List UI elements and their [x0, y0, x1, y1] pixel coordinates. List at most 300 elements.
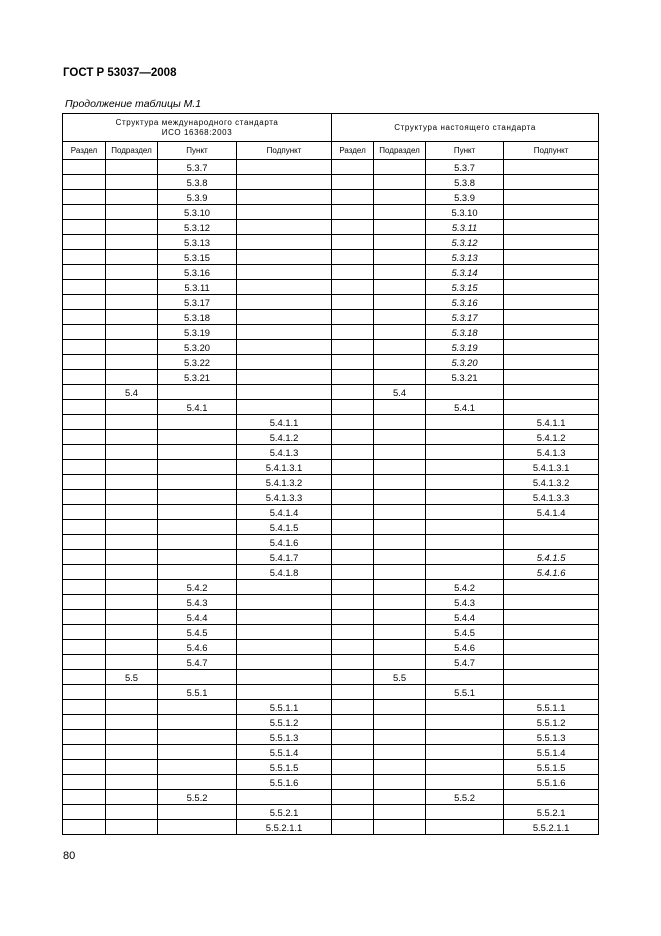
- table-cell: [332, 370, 374, 385]
- table-cell: [504, 160, 599, 175]
- table-cell: [106, 265, 158, 280]
- table-cell: [374, 820, 426, 835]
- table-cell: [63, 775, 106, 790]
- table-cell: 5.4.4: [426, 610, 504, 625]
- table-cell: [504, 325, 599, 340]
- table-cell: [237, 190, 332, 205]
- table-cell: [158, 550, 237, 565]
- table-cell: [237, 595, 332, 610]
- table-cell: [106, 820, 158, 835]
- table-cell: 5.3.15: [426, 280, 504, 295]
- table-cell: [63, 310, 106, 325]
- table-row: [63, 190, 599, 205]
- table-cell: [426, 670, 504, 685]
- table-cell: [504, 790, 599, 805]
- table-cell: 5.4.1.6: [237, 535, 332, 550]
- table-cell: [374, 295, 426, 310]
- table-cell: 5.4.1.2: [237, 430, 332, 445]
- table-cell: 5.5.2.1: [504, 805, 599, 820]
- table-cell: [237, 205, 332, 220]
- group-header-international: [63, 114, 332, 142]
- table-cell: [63, 700, 106, 715]
- table-cell: [374, 565, 426, 580]
- table-cell: 5.5.1.2: [504, 715, 599, 730]
- table-cell: [332, 400, 374, 415]
- table-cell: [332, 730, 374, 745]
- table-cell: [332, 760, 374, 775]
- table-cell: [332, 385, 374, 400]
- table-cell: [237, 685, 332, 700]
- table-cell: [158, 715, 237, 730]
- table-body: [63, 160, 599, 835]
- table-row: [63, 715, 599, 730]
- table-cell: 5.3.21: [426, 370, 504, 385]
- table-cell: 5.5: [374, 670, 426, 685]
- table-cell: [63, 160, 106, 175]
- table-cell: [374, 790, 426, 805]
- table-cell: [374, 625, 426, 640]
- table-cell: [106, 160, 158, 175]
- table-cell: [332, 745, 374, 760]
- table-row: [63, 805, 599, 820]
- table-cell: 5.4.7: [426, 655, 504, 670]
- table-cell: [504, 265, 599, 280]
- table-row: [63, 580, 599, 595]
- table-cell: [106, 580, 158, 595]
- table-row: [63, 415, 599, 430]
- table-cell: [332, 355, 374, 370]
- table-cell: [237, 580, 332, 595]
- table-cell: [63, 505, 106, 520]
- table-cell: 5.5.2.1.1: [504, 820, 599, 835]
- table-cell: [332, 415, 374, 430]
- table-cell: [426, 550, 504, 565]
- correspondence-table: [62, 113, 599, 835]
- table-cell: [332, 490, 374, 505]
- table-cell: [426, 430, 504, 445]
- table-cell: [332, 475, 374, 490]
- table-row: [63, 505, 599, 520]
- table-cell: 5.3.12: [426, 235, 504, 250]
- table-cell: 5.4.2: [158, 580, 237, 595]
- table-cell: [332, 610, 374, 625]
- table-cell: [106, 445, 158, 460]
- table-cell: [106, 790, 158, 805]
- table-cell: [504, 520, 599, 535]
- table-cell: 5.4.1.3.1: [504, 460, 599, 475]
- table-cell: [63, 280, 106, 295]
- table-cell: 5.5.1: [158, 685, 237, 700]
- table-cell: [158, 700, 237, 715]
- table-cell: [504, 355, 599, 370]
- table-cell: [63, 580, 106, 595]
- table-cell: [63, 265, 106, 280]
- table-cell: [106, 280, 158, 295]
- table-cell: 5.3.8: [158, 175, 237, 190]
- table-cell: [504, 190, 599, 205]
- table-cell: [106, 775, 158, 790]
- table-cell: 5.3.8: [426, 175, 504, 190]
- table-cell: [504, 670, 599, 685]
- table-cell: [504, 625, 599, 640]
- table-cell: [158, 760, 237, 775]
- table-cell: [63, 175, 106, 190]
- column-header: Подпункт: [237, 142, 332, 160]
- table-cell: [332, 505, 374, 520]
- table-cell: [374, 205, 426, 220]
- table-cell: [426, 700, 504, 715]
- table-row: [63, 730, 599, 745]
- table-row: [63, 610, 599, 625]
- table-cell: [63, 355, 106, 370]
- table-row: [63, 160, 599, 175]
- table-cell: [504, 205, 599, 220]
- table-cell: [106, 340, 158, 355]
- table-cell: [374, 520, 426, 535]
- table-cell: 5.3.11: [158, 280, 237, 295]
- table-cell: [426, 385, 504, 400]
- table-cell: [504, 175, 599, 190]
- table-cell: [426, 520, 504, 535]
- table-cell: [63, 655, 106, 670]
- table-cell: 5.5.1: [426, 685, 504, 700]
- table-cell: 5.3.22: [158, 355, 237, 370]
- table-cell: [374, 280, 426, 295]
- table-row: [63, 370, 599, 385]
- table-cell: [426, 535, 504, 550]
- column-header: Пункт: [426, 142, 504, 160]
- column-header: Подраздел: [374, 142, 426, 160]
- table-cell: [63, 250, 106, 265]
- table-cell: 5.4.1.2: [504, 430, 599, 445]
- table-cell: [332, 625, 374, 640]
- table-cell: 5.4.4: [158, 610, 237, 625]
- table-cell: [332, 280, 374, 295]
- table-cell: [332, 190, 374, 205]
- table-cell: [374, 595, 426, 610]
- table-cell: 5.3.17: [158, 295, 237, 310]
- table-cell: [237, 325, 332, 340]
- table-cell: 5.5.1.1: [504, 700, 599, 715]
- column-header: Подраздел: [106, 142, 158, 160]
- table-row: [63, 280, 599, 295]
- table-cell: [106, 745, 158, 760]
- table-cell: [332, 775, 374, 790]
- table-cell: [332, 685, 374, 700]
- table-cell: [504, 340, 599, 355]
- table-cell: [504, 295, 599, 310]
- table-cell: [106, 730, 158, 745]
- table-cell: 5.4.2: [426, 580, 504, 595]
- table-cell: [504, 685, 599, 700]
- table-cell: [374, 265, 426, 280]
- table-row: [63, 775, 599, 790]
- table-cell: [63, 805, 106, 820]
- table-cell: [63, 685, 106, 700]
- table-cell: 5.4.6: [158, 640, 237, 655]
- table-cell: [374, 235, 426, 250]
- table-cell: [504, 535, 599, 550]
- table-cell: [106, 490, 158, 505]
- table-cell: 5.4.1.8: [237, 565, 332, 580]
- table-cell: [237, 280, 332, 295]
- table-cell: [106, 235, 158, 250]
- table-cell: [374, 340, 426, 355]
- table-cell: [63, 760, 106, 775]
- column-header: Подпункт: [504, 142, 599, 160]
- table-cell: [63, 235, 106, 250]
- table-cell: [106, 565, 158, 580]
- table-cell: 5.4.1: [158, 400, 237, 415]
- table-cell: [237, 790, 332, 805]
- table-cell: [504, 610, 599, 625]
- table-cell: [158, 445, 237, 460]
- table-cell: [504, 580, 599, 595]
- table-cell: 5.3.18: [426, 325, 504, 340]
- table-cell: [426, 505, 504, 520]
- table-cell: [504, 310, 599, 325]
- table-cell: [158, 805, 237, 820]
- table-cell: [63, 460, 106, 475]
- column-header: Пункт: [158, 142, 237, 160]
- table-cell: [63, 370, 106, 385]
- table-cell: [63, 745, 106, 760]
- table-cell: [332, 805, 374, 820]
- table-cell: [332, 520, 374, 535]
- table-cell: [158, 505, 237, 520]
- table-cell: [63, 385, 106, 400]
- table-cell: [63, 640, 106, 655]
- table-cell: 5.4.1.1: [504, 415, 599, 430]
- table-cell: [106, 655, 158, 670]
- table-cell: 5.5.1.3: [237, 730, 332, 745]
- document-header: ГОСТ Р 53037—2008: [63, 67, 177, 79]
- table-cell: [504, 640, 599, 655]
- table-cell: [332, 265, 374, 280]
- table-cell: 5.4.1.3.1: [237, 460, 332, 475]
- table-cell: 5.3.10: [158, 205, 237, 220]
- table-cell: [374, 550, 426, 565]
- table-cell: [237, 655, 332, 670]
- table-cell: [332, 550, 374, 565]
- table-cell: [106, 715, 158, 730]
- table-row: [63, 325, 599, 340]
- table-cell: [106, 370, 158, 385]
- table-cell: [106, 535, 158, 550]
- table-cell: [374, 775, 426, 790]
- table-cell: [237, 385, 332, 400]
- table-cell: [374, 325, 426, 340]
- table-cell: [426, 820, 504, 835]
- table-cell: 5.3.19: [426, 340, 504, 355]
- table-row: [63, 625, 599, 640]
- table-cell: 5.5.2: [426, 790, 504, 805]
- table-row: [63, 295, 599, 310]
- table-cell: [237, 355, 332, 370]
- table-cell: 5.3.20: [158, 340, 237, 355]
- table-cell: [158, 430, 237, 445]
- table-cell: 5.5.1.1: [237, 700, 332, 715]
- table-cell: [374, 460, 426, 475]
- table-cell: [63, 820, 106, 835]
- table-cell: 5.5.1.3: [504, 730, 599, 745]
- table-cell: [237, 640, 332, 655]
- table-cell: 5.4.1.7: [237, 550, 332, 565]
- table-cell: [63, 445, 106, 460]
- table-cell: [426, 565, 504, 580]
- table-cell: [332, 325, 374, 340]
- table-cell: [426, 805, 504, 820]
- table-cell: [106, 205, 158, 220]
- table-row: [63, 685, 599, 700]
- table-cell: [63, 490, 106, 505]
- page-number: 80: [63, 850, 76, 862]
- table-cell: [106, 310, 158, 325]
- column-header: Раздел: [63, 142, 106, 160]
- table-cell: [332, 445, 374, 460]
- table-cell: [63, 625, 106, 640]
- table-cell: [63, 295, 106, 310]
- table-cell: [332, 535, 374, 550]
- table-cell: 5.3.7: [158, 160, 237, 175]
- table-cell: [504, 385, 599, 400]
- table-row: [63, 220, 599, 235]
- table-cell: [158, 460, 237, 475]
- table-cell: [332, 580, 374, 595]
- table-cell: [237, 175, 332, 190]
- table-cell: [63, 790, 106, 805]
- table-cell: 5.4: [374, 385, 426, 400]
- table-cell: [426, 460, 504, 475]
- table-cell: [332, 340, 374, 355]
- table-cell: [237, 370, 332, 385]
- table-cell: [332, 565, 374, 580]
- table-cell: [106, 475, 158, 490]
- table-cell: [332, 460, 374, 475]
- table-cell: [237, 220, 332, 235]
- table-cell: 5.3.17: [426, 310, 504, 325]
- table-row: [63, 355, 599, 370]
- table-cell: [374, 580, 426, 595]
- table-cell: 5.3.19: [158, 325, 237, 340]
- table-cell: [158, 490, 237, 505]
- table-caption: Продолжение таблицы М.1: [65, 98, 202, 110]
- table-cell: [63, 730, 106, 745]
- table-row: [63, 475, 599, 490]
- table-cell: [237, 295, 332, 310]
- table-cell: 5.4.7: [158, 655, 237, 670]
- table-cell: [106, 625, 158, 640]
- table-cell: [504, 235, 599, 250]
- table-row: [63, 820, 599, 835]
- table-cell: 5.5.2: [158, 790, 237, 805]
- table-cell: [237, 310, 332, 325]
- table-cell: [332, 595, 374, 610]
- table-cell: [332, 715, 374, 730]
- table-cell: [63, 430, 106, 445]
- table-cell: [237, 250, 332, 265]
- table-cell: [332, 430, 374, 445]
- table-cell: [63, 220, 106, 235]
- table-cell: 5.4.1.3.2: [237, 475, 332, 490]
- table-cell: [374, 655, 426, 670]
- table-cell: [237, 160, 332, 175]
- table-cell: [158, 565, 237, 580]
- table-cell: [158, 670, 237, 685]
- table-cell: [63, 670, 106, 685]
- table-row: [63, 535, 599, 550]
- table-cell: [332, 250, 374, 265]
- table-cell: [106, 805, 158, 820]
- table-cell: [106, 190, 158, 205]
- table-cell: [426, 775, 504, 790]
- table-cell: [332, 235, 374, 250]
- group-header-international-line2: ИСО 16368:2003: [161, 127, 233, 137]
- table-cell: [158, 745, 237, 760]
- table-cell: [106, 430, 158, 445]
- table-cell: [374, 415, 426, 430]
- table-cell: [374, 805, 426, 820]
- table-row: [63, 205, 599, 220]
- table-cell: [106, 640, 158, 655]
- table-cell: [374, 640, 426, 655]
- table-row: [63, 430, 599, 445]
- table-cell: 5.3.18: [158, 310, 237, 325]
- table-cell: [426, 490, 504, 505]
- table-cell: [237, 265, 332, 280]
- table-cell: 5.5: [106, 670, 158, 685]
- table-cell: [63, 595, 106, 610]
- table-row: [63, 640, 599, 655]
- table-cell: 5.4.1.3.2: [504, 475, 599, 490]
- table-cell: [158, 775, 237, 790]
- table-cell: [332, 655, 374, 670]
- table-cell: 5.3.13: [158, 235, 237, 250]
- table-cell: 5.4.1.3: [237, 445, 332, 460]
- table-row: [63, 250, 599, 265]
- table-cell: [374, 700, 426, 715]
- table-cell: 5.4.1: [426, 400, 504, 415]
- table-row: [63, 310, 599, 325]
- table-cell: [106, 610, 158, 625]
- table-cell: [158, 535, 237, 550]
- table-cell: 5.4.3: [158, 595, 237, 610]
- table-row: [63, 565, 599, 580]
- table-cell: [158, 475, 237, 490]
- table-cell: [237, 340, 332, 355]
- table-cell: 5.5.2.1.1: [237, 820, 332, 835]
- table-cell: [504, 595, 599, 610]
- table-cell: [332, 175, 374, 190]
- table-cell: [106, 505, 158, 520]
- table-row: [63, 235, 599, 250]
- table-cell: 5.3.15: [158, 250, 237, 265]
- table-cell: [63, 550, 106, 565]
- table-row: [63, 445, 599, 460]
- table-cell: [374, 505, 426, 520]
- table-cell: 5.3.20: [426, 355, 504, 370]
- table-cell: [374, 745, 426, 760]
- table-cell: [63, 475, 106, 490]
- table-cell: [63, 415, 106, 430]
- table-cell: [374, 250, 426, 265]
- table-cell: [374, 430, 426, 445]
- table-row: [63, 400, 599, 415]
- table-cell: [63, 400, 106, 415]
- table-cell: [106, 250, 158, 265]
- table-cell: [374, 610, 426, 625]
- table-row: [63, 460, 599, 475]
